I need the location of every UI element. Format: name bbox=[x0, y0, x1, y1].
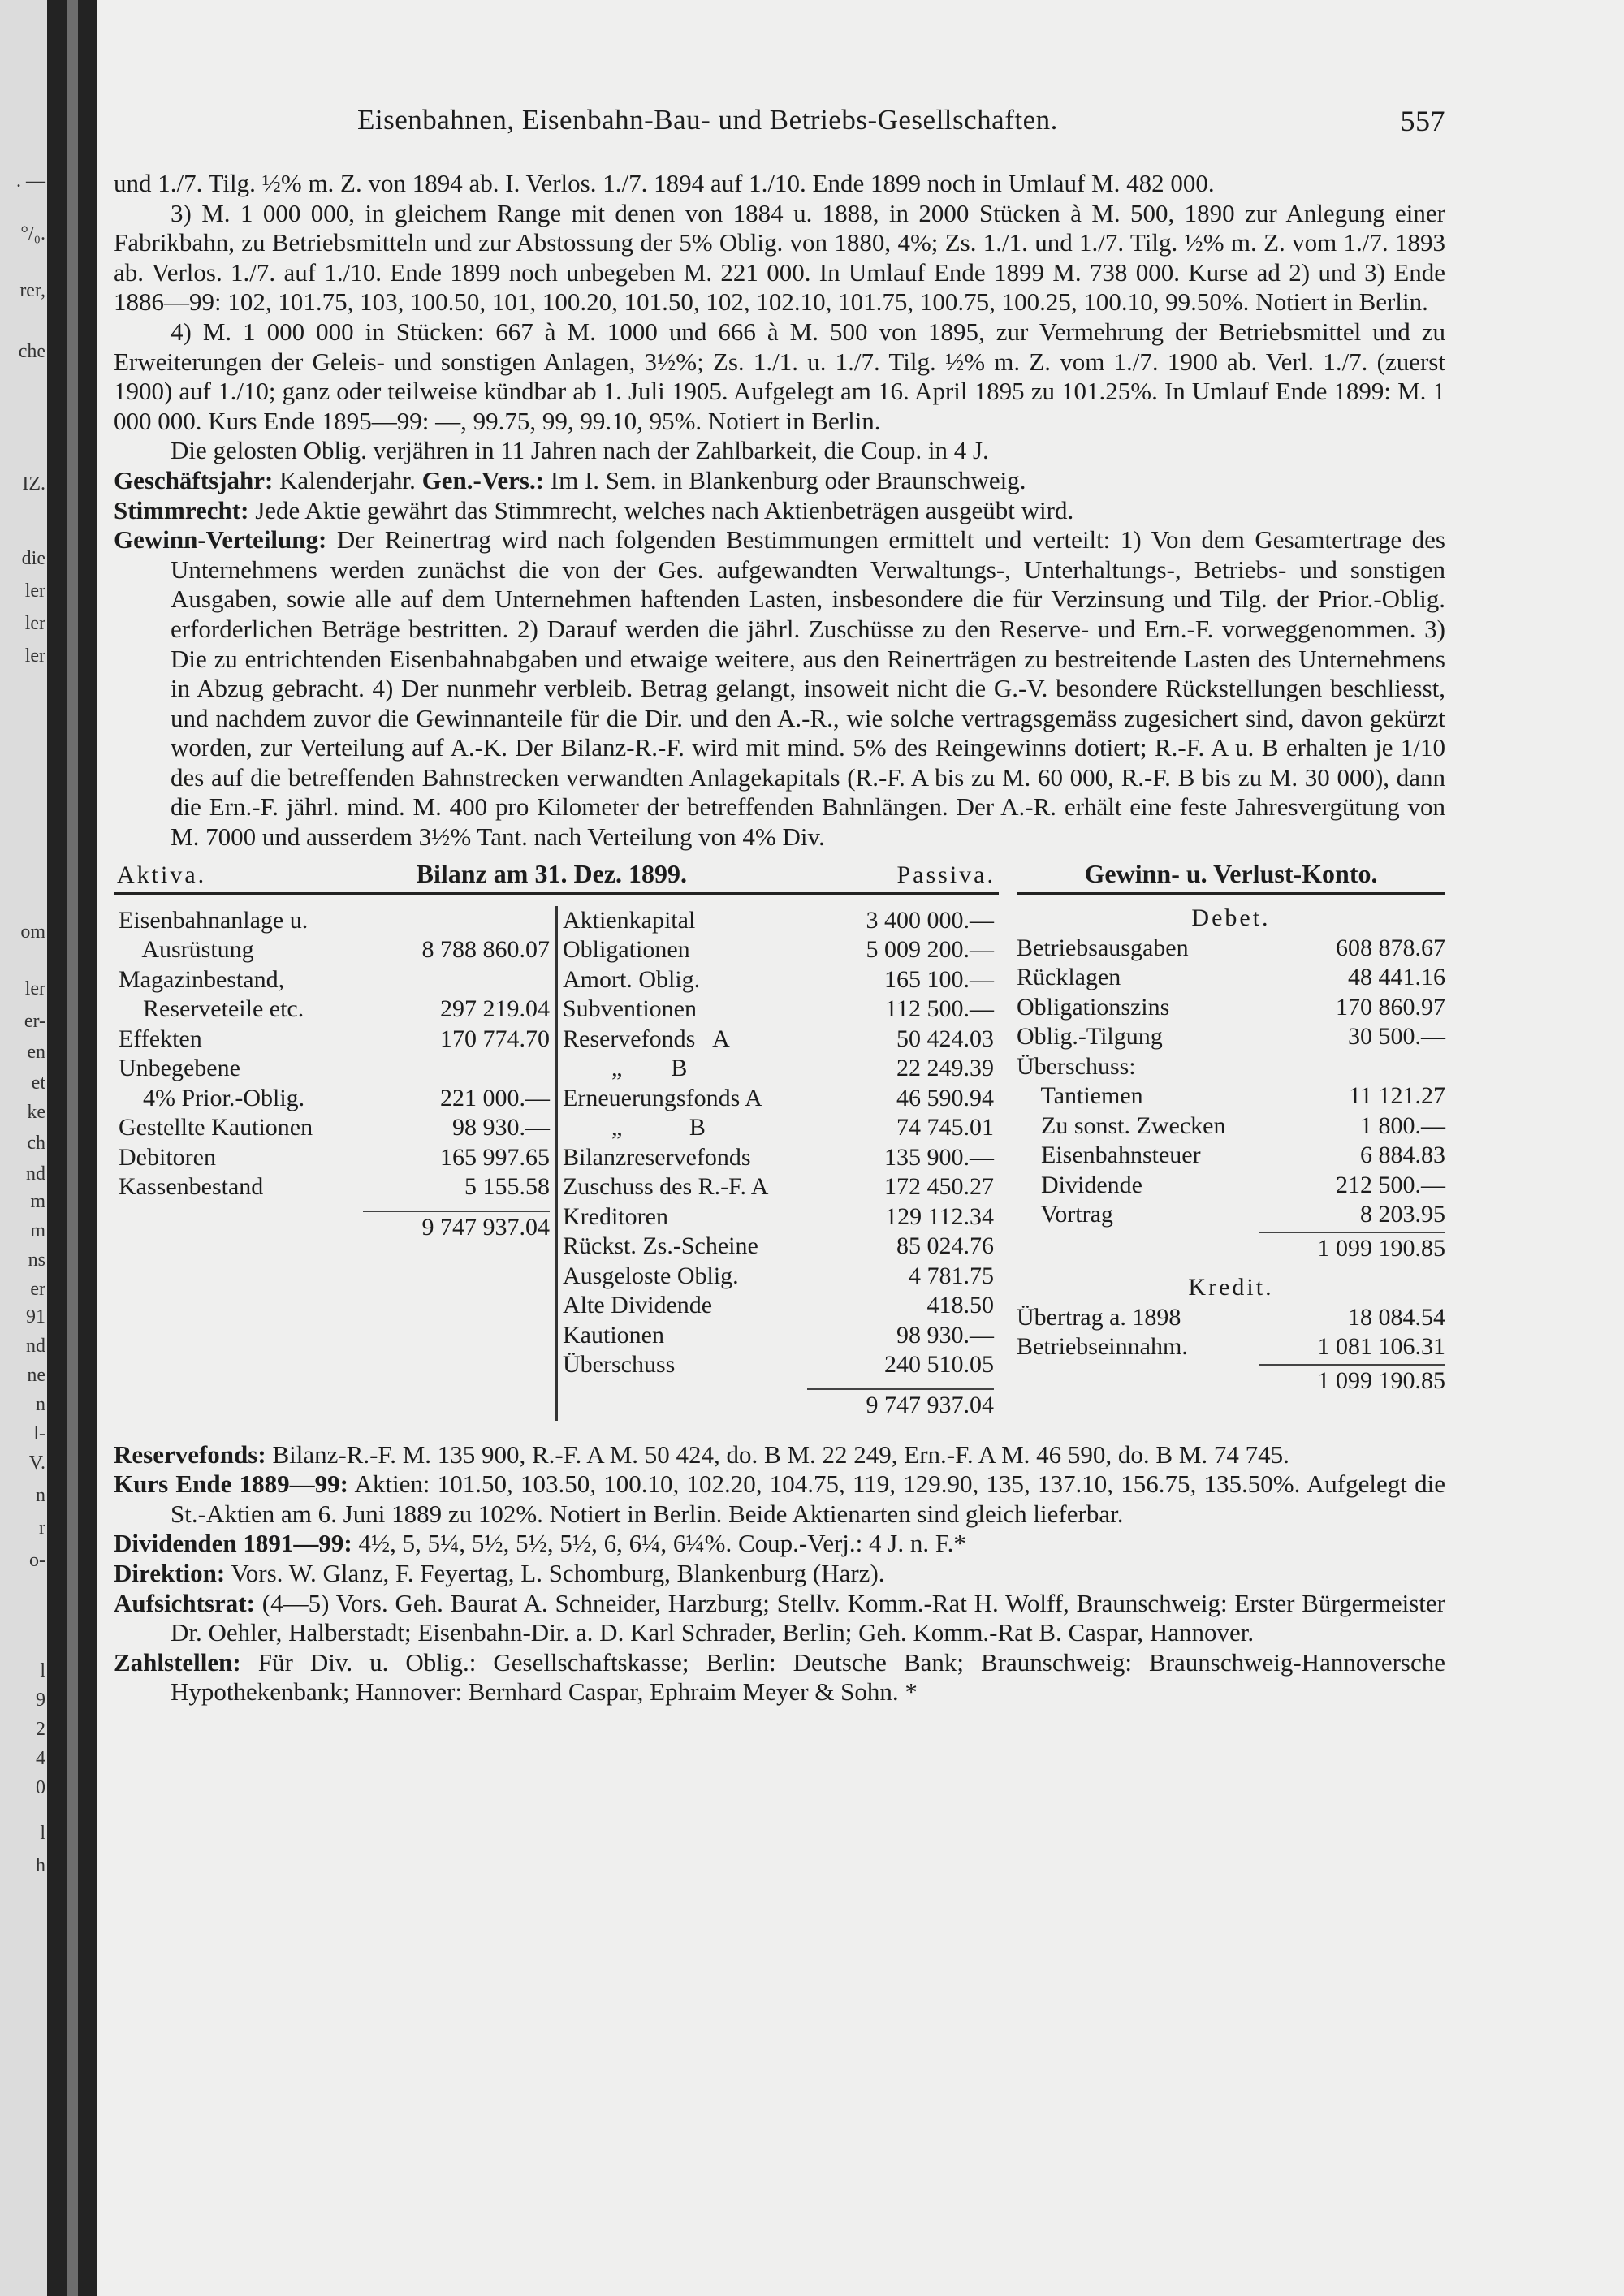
stimmrecht-text: Jede Aktie gewährt das Stimmrecht, welches nach Aktienbeträgen ausgeübt wird. bbox=[248, 495, 1074, 524]
passiva-row-value: 418.50 bbox=[926, 1292, 994, 1319]
margin-fragment: l bbox=[40, 1823, 45, 1844]
gewinn-verlust-konto bbox=[1017, 859, 1445, 1421]
debet-row-label: Obligationszins bbox=[1017, 993, 1170, 1021]
aktiva-row bbox=[119, 935, 550, 965]
passiva-row bbox=[563, 906, 994, 936]
debet-total: 1 099 190.85 bbox=[1317, 1234, 1445, 1262]
debet-row bbox=[1017, 1052, 1445, 1082]
margin-fragment: ch bbox=[27, 1133, 45, 1154]
margin-fragment: °/₀. bbox=[20, 223, 45, 244]
document-page bbox=[114, 104, 1445, 1707]
stimmrecht-label: Stimmrecht: bbox=[114, 495, 249, 524]
aktiva-column bbox=[114, 906, 556, 1421]
debet-row-label: Betriebsausgaben bbox=[1017, 934, 1189, 961]
debet-row-label: Eisenbahnsteuer bbox=[1017, 1142, 1201, 1169]
margin-fragment: ns bbox=[28, 1249, 45, 1271]
section-aufsichtsrat bbox=[114, 1589, 1445, 1648]
page-number: 557 bbox=[1400, 105, 1445, 137]
kredit-row-label: Betriebseinnahm. bbox=[1017, 1333, 1188, 1361]
passiva-row-value: 5 009 200.— bbox=[866, 936, 994, 964]
passiva-row-value: 85 024.76 bbox=[896, 1232, 994, 1260]
debet-row bbox=[1017, 934, 1445, 964]
kredit-total: 1 099 190.85 bbox=[1317, 1366, 1445, 1394]
section-direktion bbox=[114, 1559, 1445, 1589]
passiva-row bbox=[563, 1232, 994, 1262]
zahlstellen-text: Für Div. u. Oblig.: Gesellschaftskasse; Berlin: Deutsche Bank; Braunschweig: Braunschweig-Hannoversche Hypothekenbank; Hannover: Bernhard Caspar, Ephraim Meyer & Sohn. * bbox=[171, 1647, 1445, 1707]
passiva-row-label: Überschuss bbox=[563, 1351, 676, 1379]
margin-fragment: ler bbox=[24, 978, 45, 999]
debet-label: Debet. bbox=[1191, 904, 1271, 931]
passiva-row-label: Zuschuss des R.-F. A bbox=[563, 1173, 769, 1201]
passiva-row bbox=[563, 1025, 994, 1055]
passiva-row bbox=[563, 1262, 994, 1292]
passiva-row-label: Ausgeloste Oblig. bbox=[563, 1262, 739, 1289]
aktiva-row bbox=[119, 1172, 550, 1202]
passiva-row-label: „ B bbox=[563, 1114, 706, 1142]
passiva-label: Passiva. bbox=[896, 861, 996, 888]
dividenden-label: Dividenden 1891—99: bbox=[114, 1529, 352, 1558]
debet-row bbox=[1017, 993, 1445, 1023]
section-geschaeftsjahr bbox=[114, 466, 1445, 496]
kredit-row bbox=[1017, 1332, 1445, 1362]
aktiva-total: 9 747 937.04 bbox=[421, 1213, 550, 1241]
margin-fragment: nd bbox=[26, 1163, 45, 1185]
debet-row bbox=[1017, 1171, 1445, 1201]
margin-fragment: m bbox=[30, 1191, 45, 1212]
kurs-label: Kurs Ende 1889—99: bbox=[114, 1470, 348, 1499]
aktiva-row-value: 165 997.65 bbox=[440, 1143, 550, 1171]
aktiva-row-value: 297 219.04 bbox=[440, 995, 550, 1023]
passiva-row-value: 50 424.03 bbox=[896, 1025, 994, 1052]
running-header bbox=[357, 104, 1445, 138]
aktiva-row bbox=[119, 1054, 550, 1084]
margin-fragment: rer, bbox=[19, 280, 45, 301]
passiva-row-value: 165 100.— bbox=[884, 965, 994, 993]
gen-vers-label: Gen.-Vers.: bbox=[421, 465, 545, 494]
passiva-row bbox=[563, 1321, 994, 1351]
section-gewinn-verteilung bbox=[114, 525, 1445, 852]
margin-fragment: o- bbox=[29, 1550, 45, 1571]
passiva-row bbox=[563, 1291, 994, 1321]
debet-row-label: Vortrag bbox=[1017, 1201, 1113, 1228]
margin-fragment: V. bbox=[28, 1452, 45, 1474]
reservefonds-text: Bilanz-R.-F. M. 135 900, R.-F. A M. 50 424, do. B M. 22 249, Ern.-F. A M. 46 590, do. B M. 74 745. bbox=[266, 1439, 1289, 1469]
margin-fragment: r bbox=[39, 1517, 45, 1539]
debet-row-value: 212 500.— bbox=[1336, 1171, 1445, 1198]
margin-fragment: er bbox=[30, 1279, 45, 1300]
section-dividenden bbox=[114, 1529, 1445, 1559]
bilanz bbox=[114, 859, 999, 1421]
aktiva-row-value: 8 788 860.07 bbox=[421, 936, 550, 964]
zahlstellen-label: Zahlstellen: bbox=[114, 1647, 241, 1677]
passiva-row bbox=[563, 1084, 994, 1114]
aufsichtsrat-text: (4—5) Vors. Geh. Baurat A. Schneider, Harzburg; Stellv. Komm.-Rat H. Wolff, Braunschweig: Erster Bürgermeister Dr. Oehler, Halberstadt; Eisenbahn-Dir. a. D. Karl Schrader, Berlin; Geh. Komm.-Rat B. Caspar, Hannover. bbox=[171, 1588, 1445, 1647]
aktiva-row-label: Effekten bbox=[119, 1025, 202, 1052]
aktiva-row-label: Ausrüstung bbox=[119, 936, 254, 964]
debet-row-value: 6 884.83 bbox=[1360, 1142, 1445, 1169]
passiva-row-label: Rückst. Zs.-Scheine bbox=[563, 1232, 758, 1260]
debet-row-value: 1 800.— bbox=[1360, 1111, 1445, 1139]
debet-row bbox=[1017, 1081, 1445, 1111]
balance-sheet-area bbox=[114, 859, 1445, 1421]
kredit-row bbox=[1017, 1303, 1445, 1333]
aktiva-row-label: Magazinbestand, bbox=[119, 965, 285, 993]
passiva-row-value: 172 450.27 bbox=[884, 1173, 994, 1201]
aktiva-row-label: Unbegebene bbox=[119, 1055, 240, 1082]
aktiva-row-label: 4% Prior.-Oblig. bbox=[119, 1084, 305, 1111]
kredit-row-label: Übertrag a. 1898 bbox=[1017, 1303, 1181, 1331]
aktiva-row-value: 5 155.58 bbox=[464, 1173, 550, 1201]
kredit-row-value: 1 081 106.31 bbox=[1317, 1333, 1445, 1361]
margin-fragment: om bbox=[20, 921, 45, 943]
debet-rows bbox=[1017, 934, 1445, 1230]
margin-fragment: ler bbox=[24, 645, 45, 667]
passiva-row bbox=[563, 1350, 994, 1380]
aktiva-row bbox=[119, 995, 550, 1025]
margin-fragment: l- bbox=[33, 1423, 45, 1444]
passiva-row-label: Kreditoren bbox=[563, 1202, 668, 1230]
aktiva-row-label: Reserveteile etc. bbox=[119, 995, 304, 1023]
passiva-row-label: Obligationen bbox=[563, 936, 690, 964]
passiva-row bbox=[563, 1172, 994, 1202]
passiva-row-value: 74 745.01 bbox=[896, 1114, 994, 1142]
margin-fragment: IZ. bbox=[22, 473, 45, 494]
passiva-row-value: 135 900.— bbox=[884, 1143, 994, 1171]
passiva-row-label: Erneuerungsfonds A bbox=[563, 1084, 762, 1111]
aktiva-row bbox=[119, 1084, 550, 1114]
margin-fragment: ke bbox=[27, 1102, 45, 1123]
margin-fragment: 2 bbox=[36, 1719, 45, 1740]
debet-row bbox=[1017, 1111, 1445, 1142]
margin-fragment: en bbox=[27, 1042, 45, 1063]
margin-fragment: n bbox=[36, 1394, 45, 1415]
passiva-row bbox=[563, 1143, 994, 1173]
passiva-row-label: „ B bbox=[563, 1055, 688, 1082]
debet-row-value: 8 203.95 bbox=[1360, 1201, 1445, 1228]
margin-fragment: die bbox=[21, 548, 45, 569]
aktiva-row-label: Kassenbestand bbox=[119, 1173, 264, 1201]
passiva-row bbox=[563, 935, 994, 965]
margin-fragment: ler bbox=[24, 613, 45, 634]
geschaeftsjahr-text: Kalenderjahr. bbox=[273, 465, 416, 494]
passiva-row-value: 129 112.34 bbox=[885, 1202, 994, 1230]
passiva-row-value: 4 781.75 bbox=[909, 1262, 994, 1289]
passiva-row-label: Bilanzreservefonds bbox=[563, 1143, 751, 1171]
debet-row bbox=[1017, 963, 1445, 993]
gen-vers-text: Im I. Sem. in Blankenburg oder Braunschweig. bbox=[544, 465, 1026, 494]
debet-row-label: Oblig.-Tilgung bbox=[1017, 1023, 1163, 1051]
aktiva-row bbox=[119, 1025, 550, 1055]
paragraph-oblig-2-cont: und 1./7. Tilg. ½% m. Z. von 1894 ab. I. Verlos. 1./7. 1894 auf 1./10. Ende 1899 noch in Umlauf M. 482 000. bbox=[114, 169, 1215, 197]
aktiva-row bbox=[119, 906, 550, 936]
book-gutter-highlight bbox=[67, 0, 78, 2296]
debet-row-label: Überschuss: bbox=[1017, 1052, 1136, 1080]
bilanz-title: Bilanz am 31. Dez. 1899. bbox=[416, 858, 687, 888]
gewinn-verteilung-text: Der Reinertrag wird nach folgenden Bestimmungen ermittelt und verteilt: 1) Von dem Gesamtertrage des Unternehmens werden zunächst die von der Ges. aufgewandten Verwaltungs-, Unterhaltungs-, Betriebs- und sonstigen Ausgaben, sowie alle auf dem Unternehmen haftenden Lasten, insbesondere die für Verzinsung und Tilg. der Prior.-Oblig. erforderlichen Beträge bestritten. 2) Darauf werden die jährl. Zuschüsse zu den Reserve- und Ern.-F. vorweggenommen. 3) Die zu entrichtenden Eisenbahnabgaben und etwaige weitere, aus den Reinerträgen zu bestreitende Lasten des Unternehmens in Abzug gebracht. 4) Der nunmehr verbleib. Betrag gelangt, insoweit nicht die G.-V. besondere Rückstellungen beschliesst, und nachdem zuvor die Gewinnanteile für die Dir. und den A.-R., wie solche vertragsgemäss zugesichert sind, davon gekürzt worden, zur Verteilung auf A.-K. Der Bilanz-R.-F. wird mit mind. 5% des Reingewinns dotiert; R.-F. A u. B erhalten je 1/10 des auf die betreffenden Bahnstrecken verwandten Anlagekapitals (R.-F. A bis zu M. 60 000, R.-F. B bis zu M. 30 000), dann die Ern.-F. jährl. mind. M. 400 pro Kilometer der betreffenden Bahnlängen. Der A.-R. erhält eine feste Jahresvergütung von M. 7000 und ausserdem 3½% Tant. nach Verteilung von 4% Div. bbox=[171, 525, 1445, 852]
passiva-row-value: 240 510.05 bbox=[884, 1351, 994, 1379]
gewinn-verteilung-label: Gewinn-Verteilung: bbox=[114, 525, 327, 555]
aktiva-row-label: Eisenbahnanlage u. bbox=[119, 906, 309, 934]
aktiva-row bbox=[119, 965, 550, 995]
section-zahlstellen bbox=[114, 1648, 1445, 1707]
margin-fragment: 4 bbox=[36, 1748, 45, 1769]
debet-row-label: Dividende bbox=[1017, 1171, 1142, 1198]
aktiva-row-label: Debitoren bbox=[119, 1143, 216, 1171]
passiva-row bbox=[563, 965, 994, 995]
margin-fragment: . — bbox=[16, 170, 45, 192]
margin-fragment: er- bbox=[24, 1011, 45, 1032]
passiva-row-value: 98 930.— bbox=[896, 1321, 994, 1349]
bilanz-header bbox=[114, 859, 999, 895]
margin-fragment: et bbox=[31, 1072, 45, 1094]
debet-row-value: 48 441.16 bbox=[1348, 964, 1445, 991]
aktiva-row-value: 98 930.— bbox=[452, 1114, 550, 1142]
section-reservefonds bbox=[114, 1440, 1445, 1470]
passiva-row bbox=[563, 1113, 994, 1143]
debet-row-value: 608 878.67 bbox=[1336, 934, 1445, 961]
passiva-row-label: Kautionen bbox=[563, 1321, 664, 1349]
aktiva-row bbox=[119, 1143, 550, 1173]
debet-row-value: 170 860.97 bbox=[1336, 993, 1445, 1021]
margin-fragment: ler bbox=[24, 580, 45, 602]
debet-row-label: Rücklagen bbox=[1017, 964, 1121, 991]
margin-fragment: 9 bbox=[36, 1690, 45, 1711]
paragraph-oblig-3: 3) M. 1 000 000, in gleichem Range mit denen von 1884 u. 1888, in 2000 Stücken à M. 500, 1890 zur Anlegung einer Fabrikbahn, zu Betriebsmitteln und zur Abstossung der 5% Oblig. von 1880, 4%; Zs. 1./1. und 1./7. Tilg. ½% m. Z. vom 1./7. 1893 ab. Verlos. 1./7. auf 1./10. Ende 1899 noch unbegeben M. 221 000. In Umlauf Ende 1899 M. 738 000. Kurse ad 2) und 3) Ende 1886—99: 102, 101.75, 103, 100.50, 101, 100.20, 101.50, 102, 102.10, 101.75, 100.75, 100.25, 100.10, 99.50%. Notiert in Berlin. bbox=[114, 198, 1445, 317]
debet-row bbox=[1017, 1141, 1445, 1171]
kredit-label: Kredit. bbox=[1188, 1273, 1274, 1301]
kredit-rows bbox=[1017, 1303, 1445, 1362]
margin-fragment: l bbox=[40, 1660, 45, 1681]
running-title: Eisenbahnen, Eisenbahn-Bau- und Betriebs-Gesellschaften. bbox=[357, 104, 1058, 136]
passiva-row-label: Aktienkapital bbox=[563, 906, 696, 934]
geschaeftsjahr-label: Geschäftsjahr: bbox=[114, 465, 274, 494]
passiva-row-label: Alte Dividende bbox=[563, 1292, 713, 1319]
section-stimmrecht bbox=[114, 496, 1445, 526]
margin-fragment: nd bbox=[26, 1336, 45, 1357]
direktion-text: Vors. W. Glanz, F. Feyertag, L. Schomburg, Blankenburg (Harz). bbox=[225, 1559, 885, 1588]
debet-row-label: Zu sonst. Zwecken bbox=[1017, 1111, 1226, 1139]
section-kurs bbox=[114, 1470, 1445, 1529]
margin-fragment: 91 bbox=[26, 1306, 45, 1327]
kredit-row-value: 18 084.54 bbox=[1348, 1303, 1445, 1331]
gv-title: Gewinn- u. Verlust-Konto. bbox=[1017, 859, 1445, 895]
bilanz-body bbox=[114, 895, 999, 1421]
debet-row-value: 11 121.27 bbox=[1349, 1082, 1445, 1110]
aktiva-row-value: 170 774.70 bbox=[440, 1025, 550, 1052]
margin-fragment: 0 bbox=[36, 1777, 45, 1798]
margin-fragment: ne bbox=[27, 1365, 45, 1386]
company-details bbox=[114, 1440, 1445, 1707]
debet-row-value: 30 500.— bbox=[1348, 1023, 1445, 1051]
aktiva-rows bbox=[119, 906, 550, 1202]
kurs-text: Aktien: 101.50, 103.50, 100.10, 102.20, 104.75, 119, 129.90, 135, 137.10, 156.75, 135.50%. Aufgelegt die St.-Aktien am 6. Juni 1889 zu 102%. Notiert in Berlin. Beide Aktienarten sind gleich lieferbar. bbox=[171, 1470, 1445, 1528]
passiva-column bbox=[556, 906, 999, 1421]
aktiva-row-value: 221 000.— bbox=[440, 1084, 550, 1111]
passiva-row bbox=[563, 1054, 994, 1084]
passiva-row-label: Reservefonds A bbox=[563, 1025, 730, 1052]
dividenden-text: 4½, 5, 5¼, 5½, 5½, 5½, 6, 6¼, 6¼%. Coup.-Verj.: 4 J. n. F.* bbox=[352, 1529, 966, 1558]
passiva-rows bbox=[563, 906, 994, 1380]
reservefonds-label: Reservefonds: bbox=[114, 1439, 266, 1469]
passiva-row-label: Subventionen bbox=[563, 995, 697, 1023]
passiva-row bbox=[563, 995, 994, 1025]
margin-fragment: che bbox=[18, 341, 45, 362]
debet-row-label: Tantiemen bbox=[1017, 1082, 1143, 1110]
paragraph-verjaehrung: Die gelosten Oblig. verjähren in 11 Jahren nach der Zahlbarkeit, die Coup. in 4 J. bbox=[171, 436, 989, 465]
paragraph-oblig-4: 4) M. 1 000 000 in Stücken: 667 à M. 1000 und 666 à M. 500 von 1895, zur Vermehrung der Betriebsmittel und zu Erweiterungen der Geleis- und sonstigen Anlagen, 3½%; Zs. 1./1. u. 1./7. Tilg. ½% m. Z. vom 1./7. 1900 ab. Verl. 1./7. (zuerst 1900) auf 1./10; ganz oder teilweise kündbar ab 1. Juli 1905. Aufgelegt am 16. April 1895 zu 101.25%. In Umlauf Ende 1899: M. 1 000 000. Kurs Ende 1895—99: —, 99.75, 99, 99.10, 95%. Notiert in Berlin. bbox=[114, 317, 1445, 435]
aktiva-row bbox=[119, 1113, 550, 1143]
margin-fragment: h bbox=[36, 1855, 45, 1876]
passiva-row-label: Amort. Oblig. bbox=[563, 965, 701, 993]
debet-row bbox=[1017, 1200, 1445, 1230]
passiva-row bbox=[563, 1202, 994, 1232]
aufsichtsrat-label: Aufsichtsrat: bbox=[114, 1588, 255, 1617]
aktiva-row-label: Gestellte Kautionen bbox=[119, 1114, 313, 1142]
passiva-row-value: 3 400 000.— bbox=[866, 906, 994, 934]
margin-fragment: m bbox=[30, 1220, 45, 1241]
passiva-row-value: 22 249.39 bbox=[896, 1055, 994, 1082]
passiva-total: 9 747 937.04 bbox=[866, 1391, 994, 1418]
aktiva-label: Aktiva. bbox=[117, 861, 207, 888]
margin-fragment: n bbox=[36, 1485, 45, 1506]
direktion-label: Direktion: bbox=[114, 1559, 226, 1588]
passiva-row-value: 112 500.— bbox=[885, 995, 994, 1023]
debet-row bbox=[1017, 1022, 1445, 1052]
passiva-row-value: 46 590.94 bbox=[896, 1084, 994, 1111]
